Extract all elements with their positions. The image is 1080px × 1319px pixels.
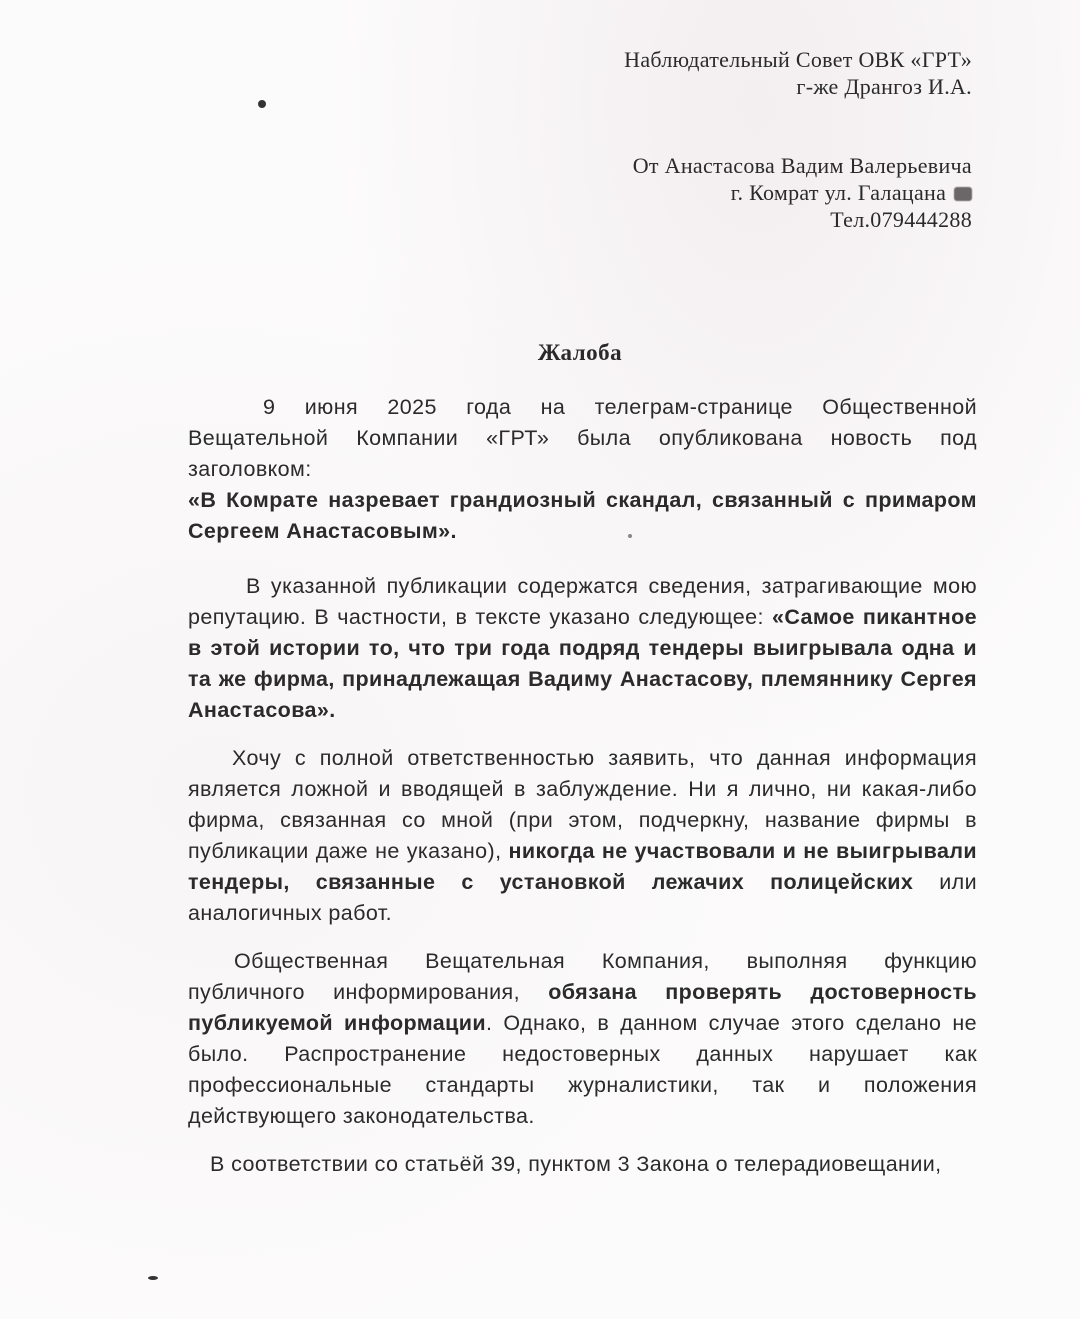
- sender-address: г. Комрат ул. Галацана: [730, 180, 947, 205]
- scan-speck: [258, 100, 266, 108]
- addressee-block: [624, 46, 972, 100]
- paragraph-1-text: 9 июня 2025 года на телеграм-странице Общественной Вещательной Компании «ГРТ» была опубликована новость под заголовком:: [188, 395, 977, 481]
- publication-quote: «Самое пикантное в этой истории то, что три года подряд тендеры выигрывала одна и та же фирма, принадлежащая Вадиму Анастасову, племяннику Сергея Анастасова».: [188, 605, 977, 722]
- paragraph-4-text: Общественная Вещательная Компания, выполняя функцию публичного информирования,: [188, 949, 977, 1004]
- paragraph-2-text: В указанной публикации содержатся сведения, затрагивающие мою репутацию. В частности, в тексте указано следующее:: [188, 574, 977, 629]
- paragraph-1: [188, 392, 977, 485]
- paragraph-4: [188, 946, 977, 1132]
- paragraph-5-text: В соответствии со статьёй 39, пунктом 3 Закона о телерадиовещании,: [210, 1152, 942, 1176]
- addressee-org: Наблюдательный Совет ОВК «ГРТ»: [624, 47, 972, 72]
- scan-speck: [148, 1276, 158, 1280]
- paragraph-3-text: Хочу с полной ответственностью заявить, что данная информация является ложной и вводящей в заблуждение. Ни я лично, ни какая-либо фирма, связанная со мной (при этом, подчеркну, название фирмы в публикации даже не указано),: [188, 746, 977, 863]
- document-title: Жалоба: [537, 340, 623, 365]
- paragraph-3-bold: никогда не участвовали и не выигрывали тендеры, связанные с установкой лежачих полицейских: [188, 839, 978, 894]
- paragraph-5: [188, 1149, 977, 1180]
- sender-block: [633, 152, 972, 233]
- paragraph-3: [188, 743, 977, 929]
- paragraph-4-tail: . Однако, в данном случае этого сделано не было. Распространение недостоверных данных нарушает как профессиональные стандарты журналистики, так и положения действующего законодательства.: [188, 1011, 977, 1128]
- sender-address-row: [633, 179, 972, 206]
- sender-name: От Анастасова Вадим Валерьевича: [632, 153, 972, 178]
- headline-quote: «В Комрате назревает грандиозный скандал, связанный с примаром Сергеем Анастасовым».: [188, 488, 977, 543]
- paragraph-3-tail: или аналогичных работ.: [188, 870, 978, 925]
- sender-phone: Тел.079444288: [830, 207, 972, 232]
- redaction-mark: [954, 187, 972, 201]
- document-body: [188, 392, 977, 1180]
- addressee-name: г-же Дрангоз И.А.: [796, 74, 972, 99]
- paragraph-2: [188, 571, 977, 726]
- paragraph-4-bold: обязана проверять достоверность публикуемой информации: [188, 980, 977, 1035]
